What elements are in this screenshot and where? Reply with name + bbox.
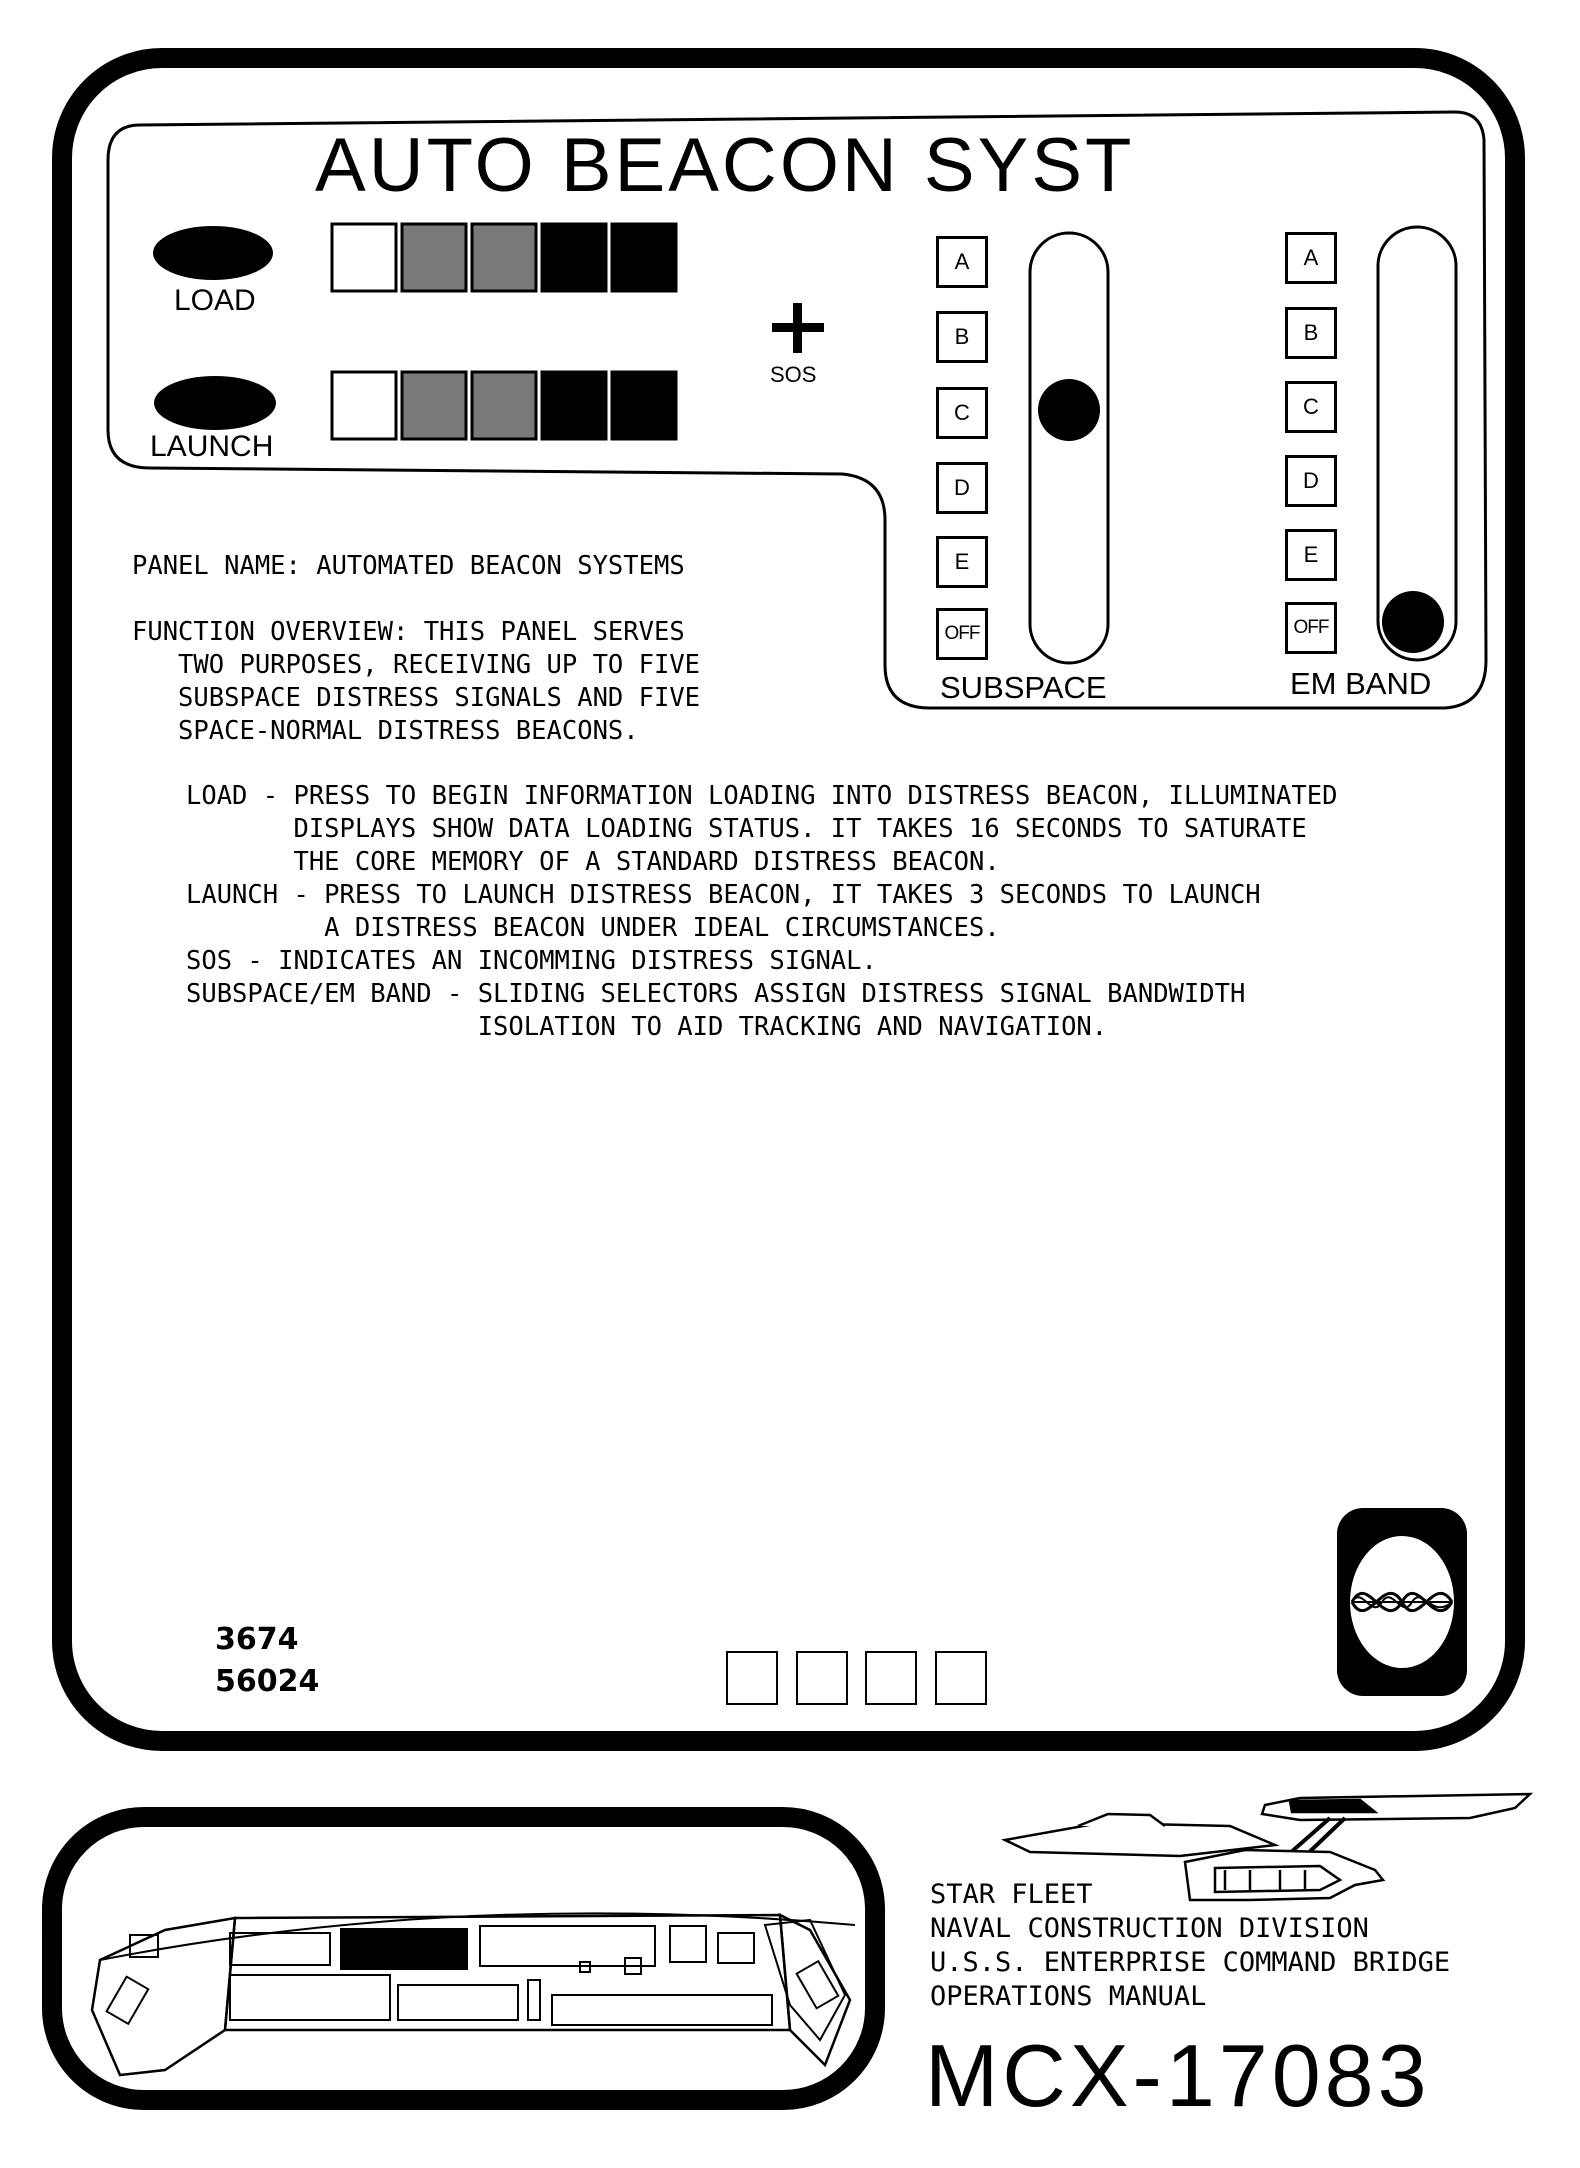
overview-line: FUNCTION OVERVIEW: THIS PANEL SERVES [132, 617, 685, 647]
footer-line: OPERATIONS MANUAL [930, 1981, 1207, 2012]
em-band-button-b[interactable]: B [1285, 307, 1337, 359]
em-band-button-off[interactable]: OFF [1285, 602, 1337, 654]
subspace-slider-track[interactable] [1030, 233, 1108, 663]
description-line: THE CORE MEMORY OF A STANDARD DISTRESS BEACON. [186, 847, 1000, 877]
subspace-button-off[interactable]: OFF [936, 608, 988, 660]
bridge-layout-diagram [52, 1817, 875, 2100]
launch-button[interactable] [154, 376, 276, 430]
panel-title: AUTO BEACON SYST [315, 123, 1135, 208]
function-overview [132, 616, 700, 748]
subspace-button-c[interactable]: C [936, 387, 988, 439]
control-descriptions [186, 780, 1337, 1044]
em-band-button-e[interactable]: E [1285, 529, 1337, 581]
description-line: SUBSPACE/EM BAND - SLIDING SELECTORS ASSIGN DISTRESS SIGNAL BANDWIDTH [186, 979, 1246, 1009]
sos-indicator-icon [772, 303, 824, 353]
description-line: ISOLATION TO AID TRACKING AND NAVIGATION. [186, 1012, 1108, 1042]
footer-credits [930, 1878, 1450, 2014]
footer-line: STAR FLEET [930, 1879, 1093, 1910]
subspace-button-e[interactable]: E [936, 536, 988, 588]
load-status-display [332, 224, 676, 291]
em-band-button-d[interactable]: D [1285, 455, 1337, 507]
description-line: A DISTRESS BEACON UNDER IDEAL CIRCUMSTANCES. [186, 913, 1000, 943]
overview-line: TWO PURPOSES, RECEIVING UP TO FIVE [132, 650, 701, 680]
subspace-button-d[interactable]: D [936, 462, 988, 514]
description-line: LAUNCH - PRESS TO LAUNCH DISTRESS BEACON, IT TAKES 3 SECONDS TO LAUNCH [186, 880, 1261, 910]
overview-line: SPACE-NORMAL DISTRESS BEACONS. [132, 716, 639, 746]
em-band-label: EM BAND [1290, 666, 1432, 701]
panel-code-1: 3674 [215, 1622, 299, 1657]
delta-logo-icon [1337, 1508, 1467, 1696]
launch-label: LAUNCH [150, 430, 274, 463]
em-band-button-c[interactable]: C [1285, 381, 1337, 433]
em-band-button-a[interactable]: A [1285, 232, 1337, 284]
panel-code-2: 56024 [215, 1664, 320, 1699]
load-button[interactable] [153, 226, 273, 280]
launch-status-display [332, 372, 676, 439]
manual-number: MCX-17083 [925, 2026, 1431, 2125]
overview-line: SUBSPACE DISTRESS SIGNALS AND FIVE [132, 683, 701, 713]
panel-name-line: PANEL NAME: AUTOMATED BEACON SYSTEMS [132, 551, 685, 581]
em-band-slider-knob[interactable] [1382, 591, 1444, 653]
subspace-button-a[interactable]: A [936, 236, 988, 288]
footer-line: U.S.S. ENTERPRISE COMMAND BRIDGE [930, 1947, 1451, 1978]
subspace-slider-knob[interactable] [1038, 379, 1100, 441]
subspace-button-b[interactable]: B [936, 311, 988, 363]
footer-line: NAVAL CONSTRUCTION DIVISION [930, 1913, 1369, 1944]
load-label: LOAD [174, 284, 256, 317]
description-line: DISPLAYS SHOW DATA LOADING STATUS. IT TAKES 16 SECONDS TO SATURATE [186, 814, 1307, 844]
description-line: SOS - INDICATES AN INCOMMING DISTRESS SIGNAL. [186, 946, 877, 976]
subspace-label: SUBSPACE [940, 670, 1107, 705]
indicator-squares [727, 1652, 986, 1704]
sos-label: SOS [770, 362, 817, 387]
description-line: LOAD - PRESS TO BEGIN INFORMATION LOADING INTO DISTRESS BEACON, ILLUMINATED [186, 781, 1338, 811]
